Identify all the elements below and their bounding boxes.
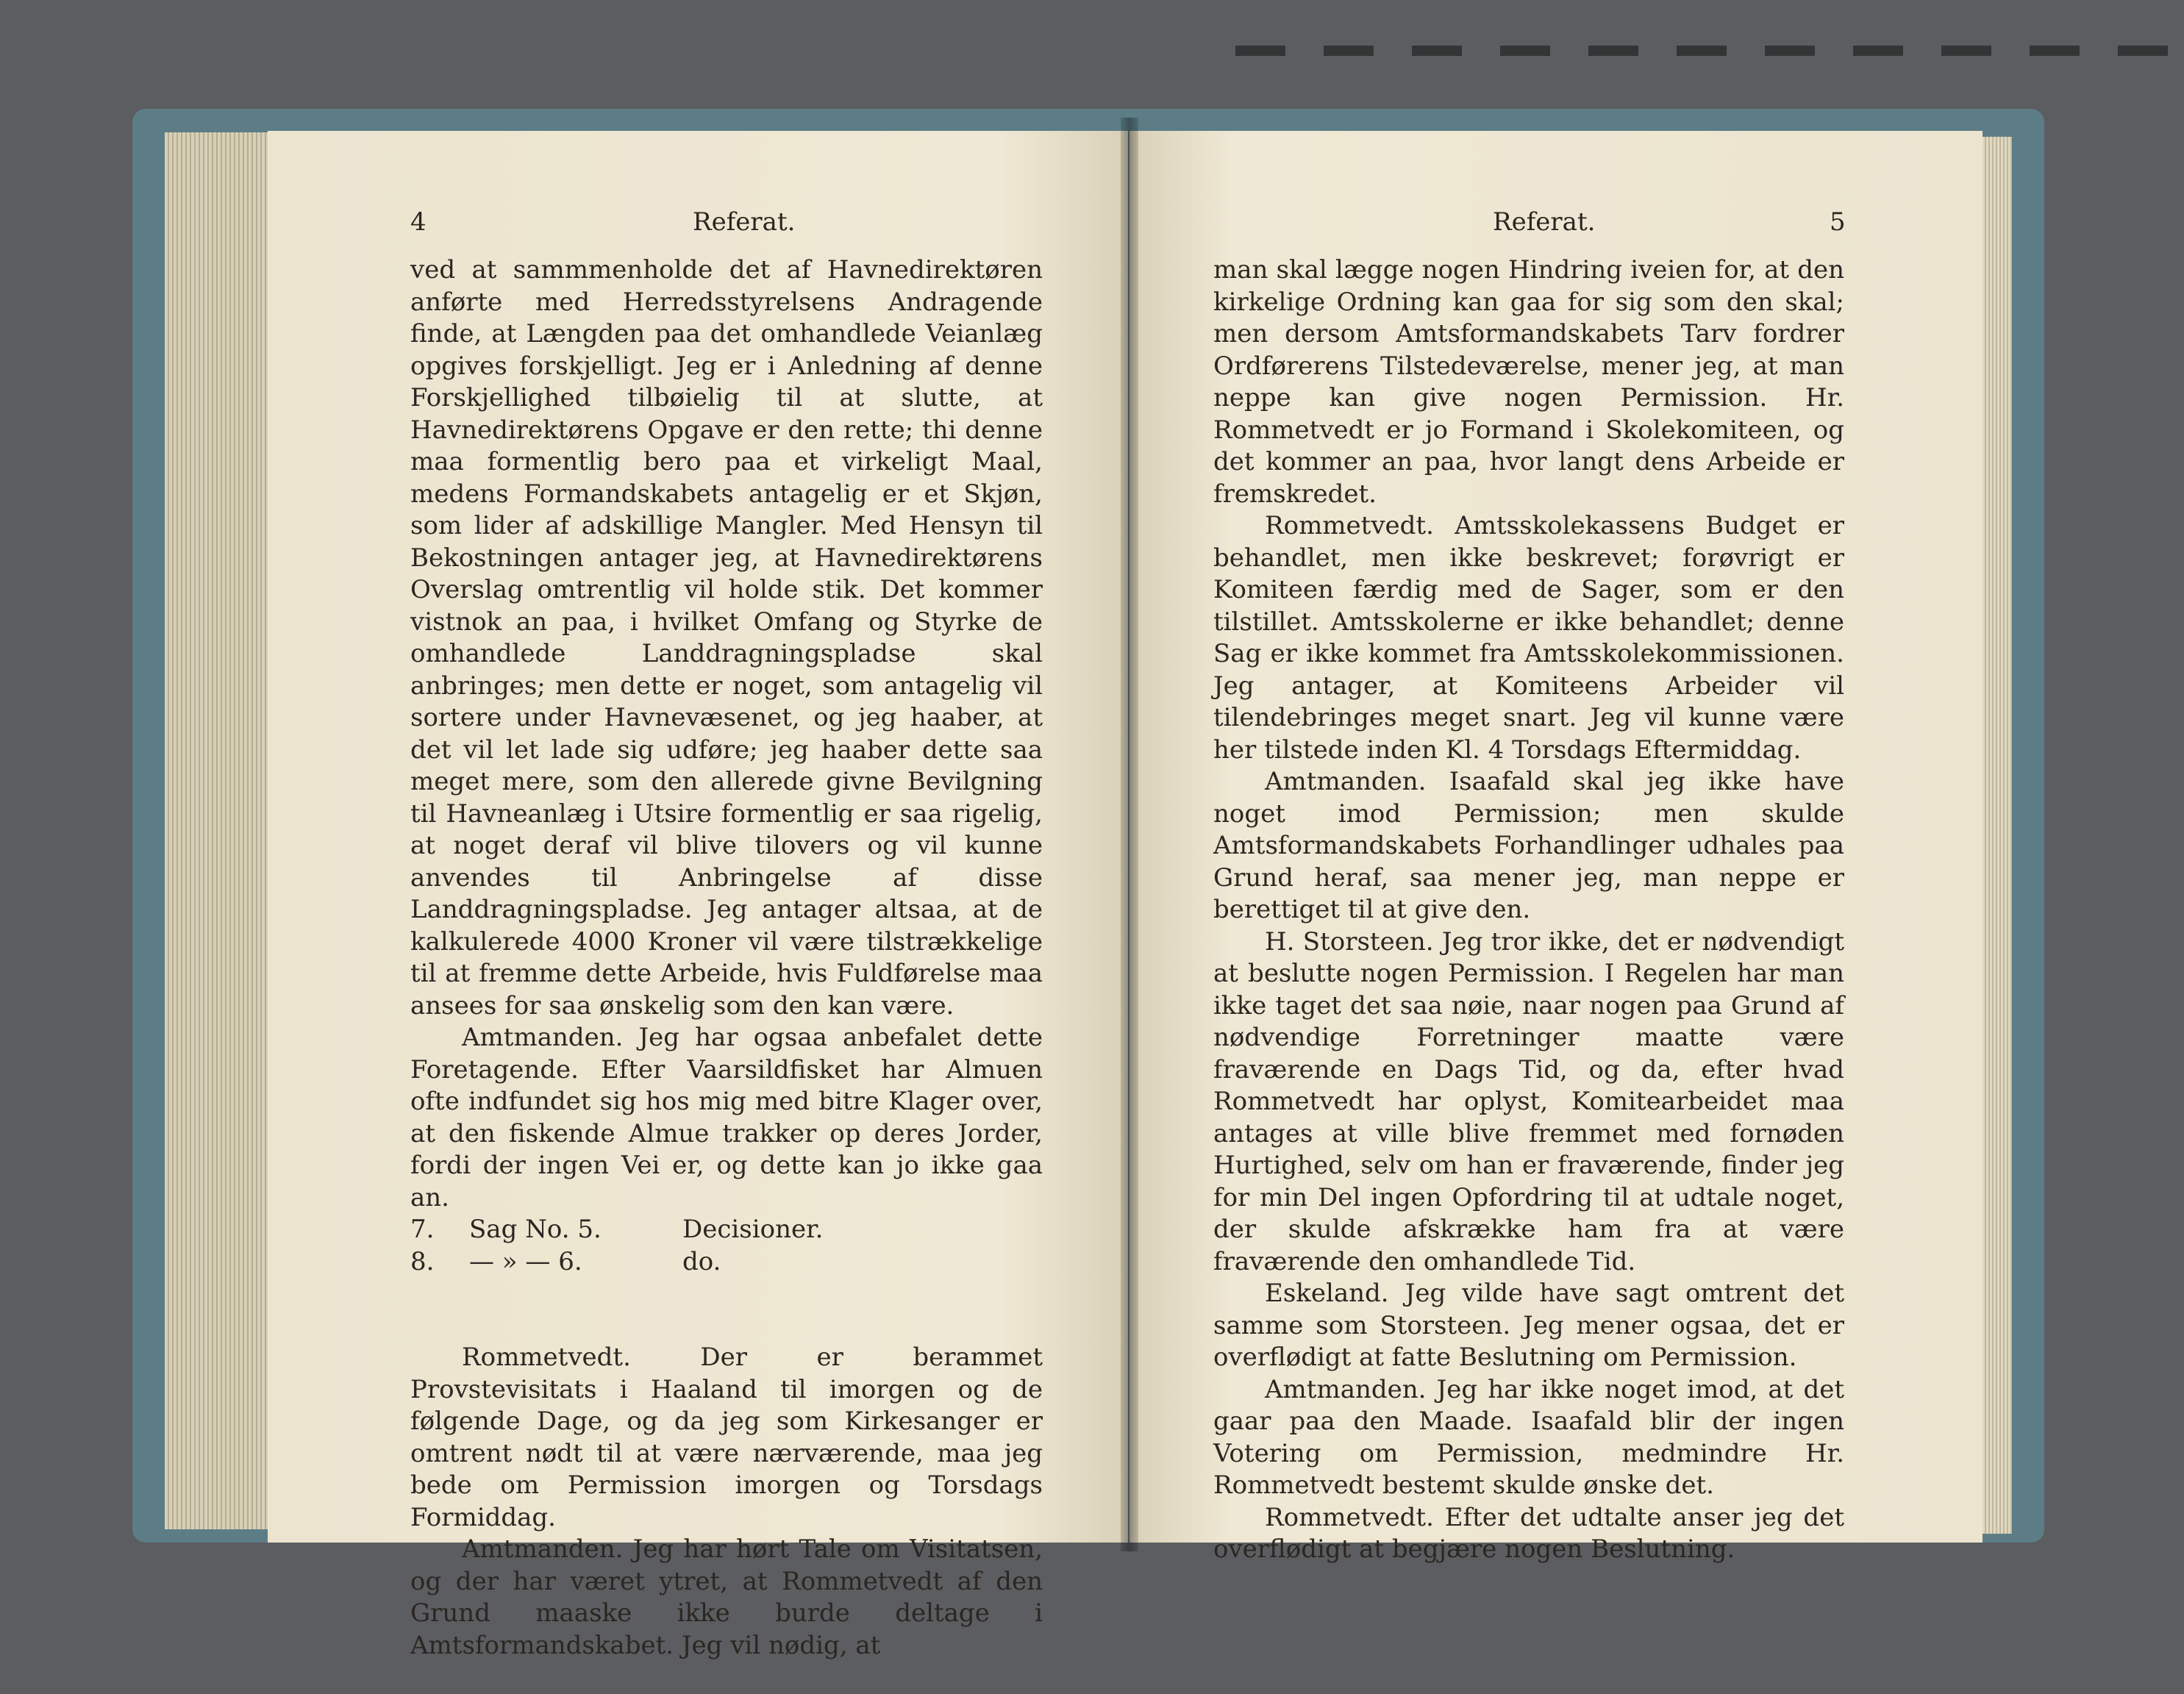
book-gutter bbox=[1121, 118, 1138, 1551]
agenda-status: Decisioner. bbox=[682, 1215, 824, 1244]
page-edges-right bbox=[1983, 137, 2012, 1534]
paragraph: ved at sammmenholde det af Havnedirektøren anførte med Herredsstyrelsens Andragende finde, at Længden paa det omhandlede Veianlæg opgives forskjelligt. Jeg er i Anledning af denne Forskjellighed tilbøielig til at slutte, at Havnedirektørens Opgave er den rette; thi denne maa formentlig bero paa et virkeligt Maal, medens Formandskabets antagelig er et Skjøn, som lider af adskillige Mangler. Med Hensyn til Bekostningen antager jeg, at Havnedirektørens Overslag omtrentlig vil holde stik. Det kommer vistnok an paa, i hvilket Omfang og Styrke de omhandlede Landdragningspladse skal anbringes; men dette er noget, som antagelig vil sortere under Havnevæsenet, og jeg haaber, at det vil let lade sig udføre; jeg haaber dette saa meget mere, som den allerede givne Bevilgning til Havneanlæg i Utsire formentlig er saa rigelig, at noget deraf vil blive tilovers og vil kunne anvendes til Anbringelse af disse Landdragningspladse. Jeg antager altsaa, at de kalkulerede 4000 Kroner vil være tilstrækkelige til at fremme dette Arbeide, hvis Fuldførelse maa ansees for saa ønskelig som den kan være. bbox=[410, 255, 1043, 1021]
paragraph: Rommetvedt. Efter det udtalte anser jeg det overflødigt at begjære nogen Beslutning. bbox=[1213, 1502, 1844, 1564]
page-edges-left bbox=[165, 132, 275, 1529]
right-page-text bbox=[1213, 254, 1844, 1566]
right-page-number: 5 bbox=[1830, 207, 1846, 237]
left-running-head: Referat. bbox=[693, 207, 796, 237]
agenda-item: — » — 6. bbox=[469, 1246, 582, 1276]
agenda-number: 7. bbox=[410, 1215, 435, 1244]
paragraph: Rommetvedt. Der er berammet Provstevisitats i Haaland til imorgen og de følgende Dage, og da jeg som Kirkesanger er omtrent nødt til at være nærværende, maa jeg bede om Permission imorgen og Torsdags Formiddag. bbox=[410, 1343, 1043, 1532]
paragraph: Eskeland. Jeg vilde have sagt omtrent det samme som Storsteen. Jeg mener ogsaa, det er overflødigt at fatte Beslutning om Permission. bbox=[1213, 1279, 1844, 1372]
paragraph: man skal lægge nogen Hindring iveien for, at den kirkelige Ordning kan gaa for sig som den skal; men dersom Amtsformandskabets Tarv fordrer Ordførerens Tilstedeværelse, mener jeg, at man neppe kan give nogen Permission. Hr. Rommetvedt er jo Formand i Skolekomiteen, og det kommer an paa, hvor langt dens Arbeide er fremskredet. bbox=[1213, 255, 1844, 509]
agenda-item: Sag No. 5. bbox=[469, 1215, 602, 1244]
background-ruler bbox=[1235, 46, 2184, 56]
agenda-status: do. bbox=[682, 1246, 721, 1276]
agenda-row bbox=[410, 1214, 1043, 1246]
paragraph: Rommetvedt. Amtsskolekassens Budget er behandlet, men ikke beskrevet; forøvrigt er Komiteen færdig med de Sager, som er den tilstillet. Amtsskolerne er ikke behandlet; denne Sag er ikke kommet fra Amtsskolekommissionen. Jeg antager, at Komiteens Arbeider vil tilendebringes meget snart. Jeg vil kunne være her tilstede inden Kl. 4 Torsdags Eftermiddag. bbox=[1213, 511, 1844, 765]
agenda-number: 8. bbox=[410, 1246, 435, 1276]
paragraph: Amtmanden. Jeg har hørt Tale om Visitatsen, og der har været ytret, at Rommetvedt af den Grund maaske ikke burde deltage i Amtsformandskabet. Jeg vil nødig, at bbox=[410, 1534, 1043, 1660]
paragraph: H. Storsteen. Jeg tror ikke, det er nødvendigt at beslutte nogen Permission. I Regelen har man ikke taget det saa nøie, naar nogen paa Grund af nødvendige Forretninger maatte være fraværende en Dags Tid, og da, efter hvad Rommetvedt har oplyst, Komitearbeidet maa antages at ville blive fremmet med fornøden Hurtighed, selv om han er fraværende, finder jeg for min Del ingen Opfordring til at udtale noget, der skulde afskrække ham fra at være fraværende den omhandlede Tid. bbox=[1213, 926, 1844, 1276]
paragraph: Amtmanden. Jeg har ogsaa anbefalet dette Foretagende. Efter Vaarsildfisket har Almuen ofte indfundet sig hos mig med bitre Klager over, at den fiskende Almue trakker op deres Jorder, fordi der ingen Vei er, og dette kan jo ikke gaa an. bbox=[410, 1023, 1043, 1212]
paragraph: Amtmanden. Isaafald skal jeg ikke have noget imod Permission; men skulde Amtsformandskabets Forhandlinger udhales paa Grund heraf, saa mener jeg, man neppe er berettiget til at give den. bbox=[1213, 767, 1844, 924]
agenda-row bbox=[410, 1246, 1043, 1279]
paragraph: Amtmanden. Jeg har ikke noget imod, at det gaar paa den Maade. Isaafald blir der ingen Votering om Permission, medmindre Hr. Rommetvedt bestemt skulde ønske det. bbox=[1213, 1374, 1844, 1500]
left-page-text bbox=[410, 254, 1043, 1662]
left-page-number: 4 bbox=[410, 207, 427, 237]
right-running-head: Referat. bbox=[1493, 207, 1596, 237]
